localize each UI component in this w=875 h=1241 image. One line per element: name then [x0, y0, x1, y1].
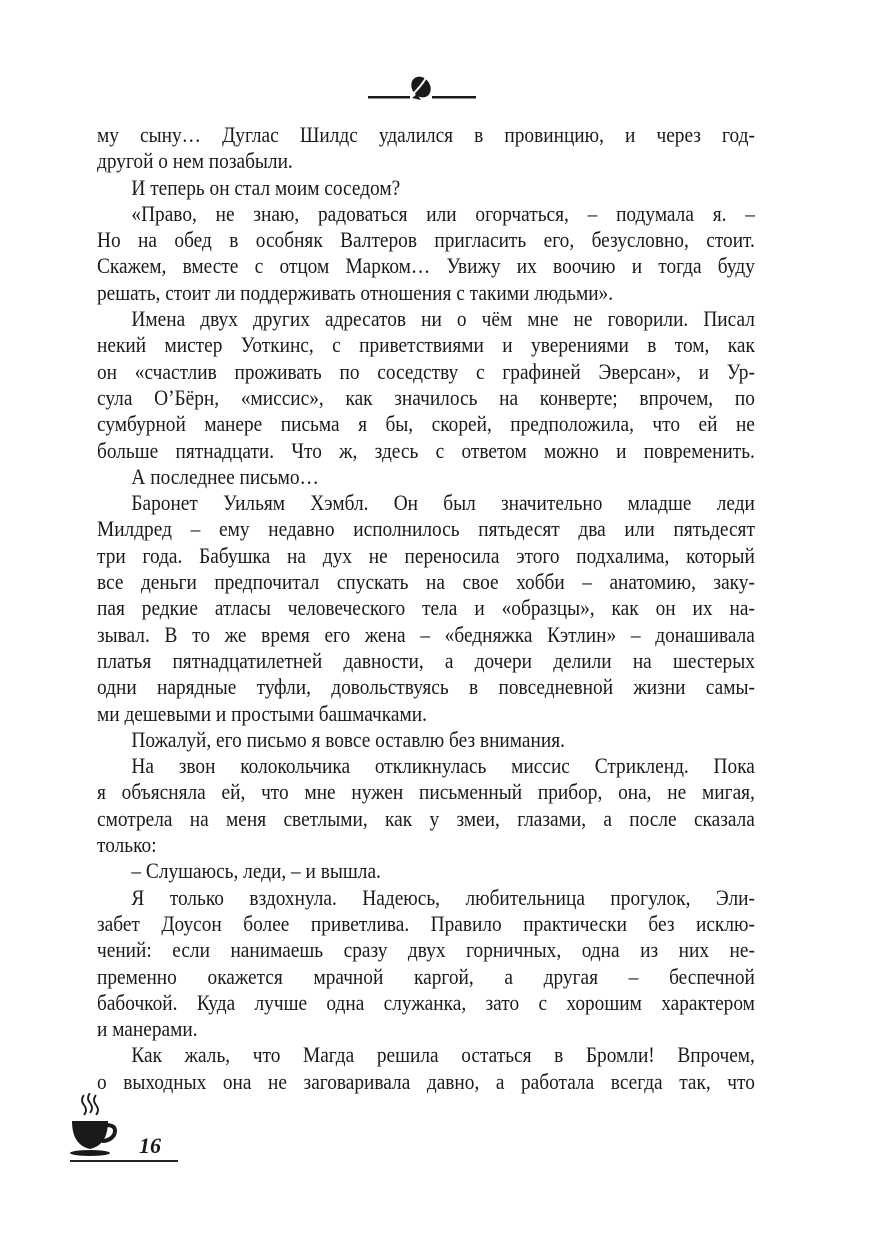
footer-rule [70, 1160, 178, 1162]
text-line: смотрела на меня светлыми, как у змеи, глазами, а после сказала [97, 805, 755, 831]
text-line: сула О’Бёрн, «миссис», как значилось на конверте; впрочем, по [97, 384, 755, 410]
text-line: о выходных она не заговаривала давно, а работала всегда так, что [97, 1068, 755, 1094]
text-line: – Слушаюсь, леди, – и вышла. [131, 858, 381, 884]
text-line: решать, стоит ли поддерживать отношения с такими людьми». [97, 279, 614, 305]
text-line: бабочкой. Куда лучше одна служанка, зато с хорошим характером [97, 989, 755, 1015]
text-line: три года. Бабушка на дух не переносила этого подхалима, который [97, 542, 755, 568]
text-line: зывал. В то же время его жена – «бедняжка Кэтлин» – донашивала [97, 621, 755, 647]
text-line: пая редкие атласы человеческого тела и «образцы», как он их на- [97, 595, 755, 621]
text-line: И теперь он стал моим соседом? [131, 174, 401, 200]
text-line: Но на обед в особняк Валтеров пригласить его, безусловно, стоит. [97, 227, 755, 253]
text-line: сумбурной манере письма я бы, скорей, предположила, что ей не [97, 411, 755, 437]
text-line: Имена двух других адресатов ни о чём мне не говорили. Писал [131, 306, 755, 332]
text-line: чений: если нанимаешь сразу двух горничных, одна из них не- [97, 937, 755, 963]
text-line: Скажем, вместе с отцом Марком… Увижу их воочию и тогда буду [97, 253, 755, 279]
text-line: другой о нем позабыли. [97, 148, 293, 174]
coffee-bean-ornament-icon [368, 74, 478, 104]
text-line: А последнее письмо… [131, 463, 319, 489]
text-line: только: [97, 832, 157, 858]
text-line: Пожалуй, его письмо я вовсе оставлю без внимания. [131, 726, 565, 752]
text-line: му сыну… Дуглас Шилдс удалился в провинцию, и через год- [97, 122, 755, 147]
text-line: пременно окажется мрачной каргой, а другая – беспечной [97, 963, 755, 989]
text-line: одни нарядные туфли, довольствуясь в повседневной жизни самы- [97, 674, 755, 700]
text-line: я объясняла ей, что мне нужен письменный прибор, она, не мигая, [97, 779, 755, 805]
text-line: На звон колокольчика откликнулась миссис Стрикленд. Пока [131, 753, 755, 779]
text-line: он «счастлив проживать по соседству с графиней Эверсан», и Ур- [97, 358, 755, 384]
text-line: больше пятнадцати. Что ж, здесь с ответом можно и повременить. [97, 437, 755, 463]
text-line: некий мистер Уоткинс, с приветствиями и уверениями в том, как [97, 332, 755, 358]
coffee-cup-icon [68, 1093, 120, 1159]
text-line: Я только вздохнула. Надеюсь, любительница прогулок, Эли- [131, 884, 755, 910]
text-line: Баронет Уильям Хэмбл. Он был значительно младше леди [131, 490, 755, 516]
text-line: и манерами. [97, 1016, 198, 1042]
text-line: Милдред – ему недавно исполнилось пятьдесят два или пятьдесят [97, 516, 755, 542]
text-line: все деньги предпочитал спускать на свое хобби – анатомию, заку- [97, 569, 755, 595]
text-line: платья пятнадцатилетней давности, а дочери делили на шестерых [97, 647, 755, 673]
text-line: ми дешевыми и простыми башмачками. [97, 700, 427, 726]
text-line: забет Доусон более приветлива. Правило практически без исклю- [97, 910, 755, 936]
text-line: Как жаль, что Магда решила остаться в Бромли! Впрочем, [131, 1042, 755, 1068]
text-line: «Право, не знаю, радоваться или огорчаться, – подумала я. – [131, 200, 755, 226]
body-text [97, 122, 755, 1095]
page-number: 16 [139, 1133, 161, 1158]
